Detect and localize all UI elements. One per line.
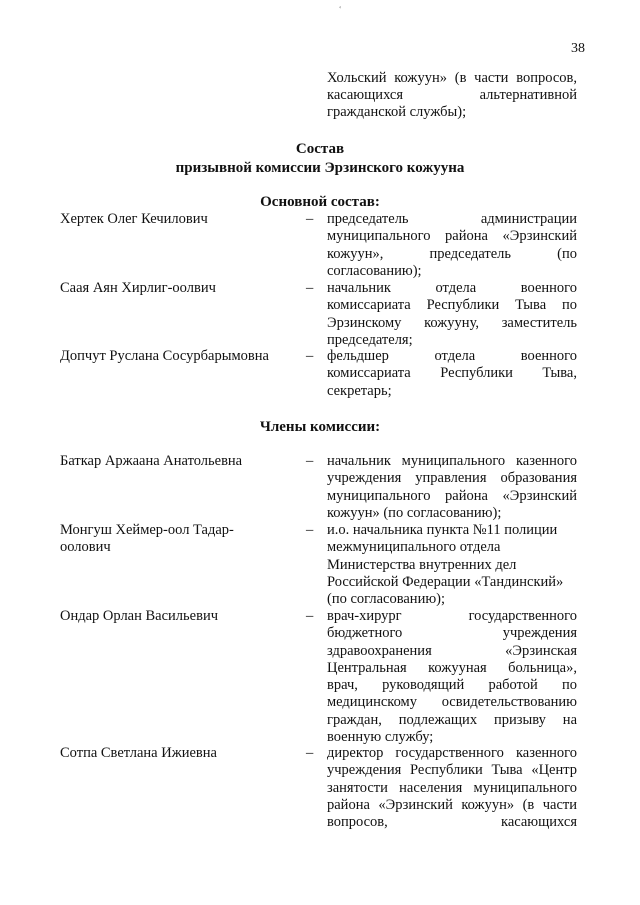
member-name: Хертек Олег Кечилович: [60, 211, 208, 227]
description-line: Центральная кожууная больница»,: [327, 659, 577, 676]
description-line: фельдшер отдела военного: [327, 348, 577, 364]
description-line: председатель администрации: [327, 211, 577, 227]
description-line: здравоохранения «Эрзинская: [327, 642, 577, 659]
description-line: медицинскому освидетельствованию: [327, 694, 577, 711]
main-composition-heading: Основной состав:: [260, 194, 380, 210]
description-line: врач-хирург государственного: [327, 608, 577, 624]
member-name-line: Монгуш Хеймер-оол Тадар-: [60, 522, 234, 538]
member-name: Саая Аян Хирлиг-оолвич: [60, 280, 216, 296]
member-name: Баткар Аржаана Анатольевна: [60, 453, 243, 469]
title-line: Состав: [295, 141, 345, 157]
title-line: призывной комиссии Эрзинского кожууна: [175, 160, 465, 176]
description-line: кожуун» (по согласованию);: [327, 504, 502, 521]
description-line: председателя;: [327, 331, 413, 348]
description-line: муниципального района «Эрзинский: [327, 487, 577, 504]
description-line: начальник отдела военного: [327, 280, 577, 296]
dash: –: [306, 745, 314, 761]
member-description: [327, 453, 577, 522]
description-line: согласованию);: [327, 262, 422, 279]
description-line: района «Эрзинский кожуун» (в части: [327, 796, 577, 813]
description-line: и.о. начальника пункта №11 полиции: [327, 522, 558, 538]
member-description: [327, 522, 577, 608]
continuation-line: гражданской службы);: [327, 104, 467, 120]
member-description: [327, 745, 577, 831]
description-line: кожуун», председатель (по: [327, 245, 577, 262]
document-title: [0, 140, 640, 178]
member-description: [327, 211, 577, 280]
dash: –: [306, 453, 314, 469]
member-description: [327, 280, 577, 349]
member-description: [327, 608, 577, 746]
member-name: Сотпа Светлана Ижиевна: [60, 745, 217, 761]
description-line: граждан, подлежащих призыву на: [327, 711, 577, 728]
description-line: Министерства внутренних дел: [327, 556, 517, 573]
description-line: Российской Федерации «Тандинский»: [327, 573, 564, 590]
continuation-line: Хольский кожуун» (в части вопросов,: [327, 70, 577, 86]
dash: –: [306, 211, 314, 227]
description-line: бюджетного учреждения: [327, 625, 577, 642]
page-number: 38: [571, 41, 585, 56]
member-name-line: оолович: [60, 539, 111, 556]
member-name: Допчут Руслана Сосурбарымовна: [60, 348, 269, 364]
continuation-text: [327, 70, 577, 121]
member-name: [60, 522, 300, 557]
dash: –: [306, 608, 314, 624]
dash: –: [306, 522, 314, 538]
description-line: начальник муниципального казенного: [327, 453, 577, 469]
description-line: муниципального района «Эрзинский: [327, 228, 577, 245]
continuation-line: касающихся альтернативной: [327, 87, 577, 103]
description-line: межмуниципального отдела: [327, 539, 501, 556]
member-name: Ондар Орлан Васильевич: [60, 608, 218, 624]
dash: –: [306, 348, 314, 364]
description-line: (по согласованию);: [327, 591, 446, 608]
description-line: военную службу;: [327, 729, 434, 746]
description-line: вопросов, касающихся: [327, 814, 577, 831]
description-line: учреждения управления образования: [327, 470, 577, 487]
dash: –: [306, 280, 314, 296]
description-line: комиссариата Республики Тыва,: [327, 365, 577, 382]
description-line: учреждения Республики Тыва «Центр: [327, 762, 577, 779]
description-line: директор государственного казенного: [327, 745, 577, 761]
commission-members-heading: Члены комиссии:: [259, 419, 381, 435]
description-line: комиссариата Республики Тыва по: [327, 297, 577, 314]
description-line: Эрзинскому кожууну, заместитель: [327, 314, 577, 331]
description-line: врач, руководящий работой по: [327, 677, 577, 694]
member-description: [327, 348, 577, 400]
description-line: занятости населения муниципального: [327, 779, 577, 796]
description-line: секретарь;: [327, 382, 392, 399]
